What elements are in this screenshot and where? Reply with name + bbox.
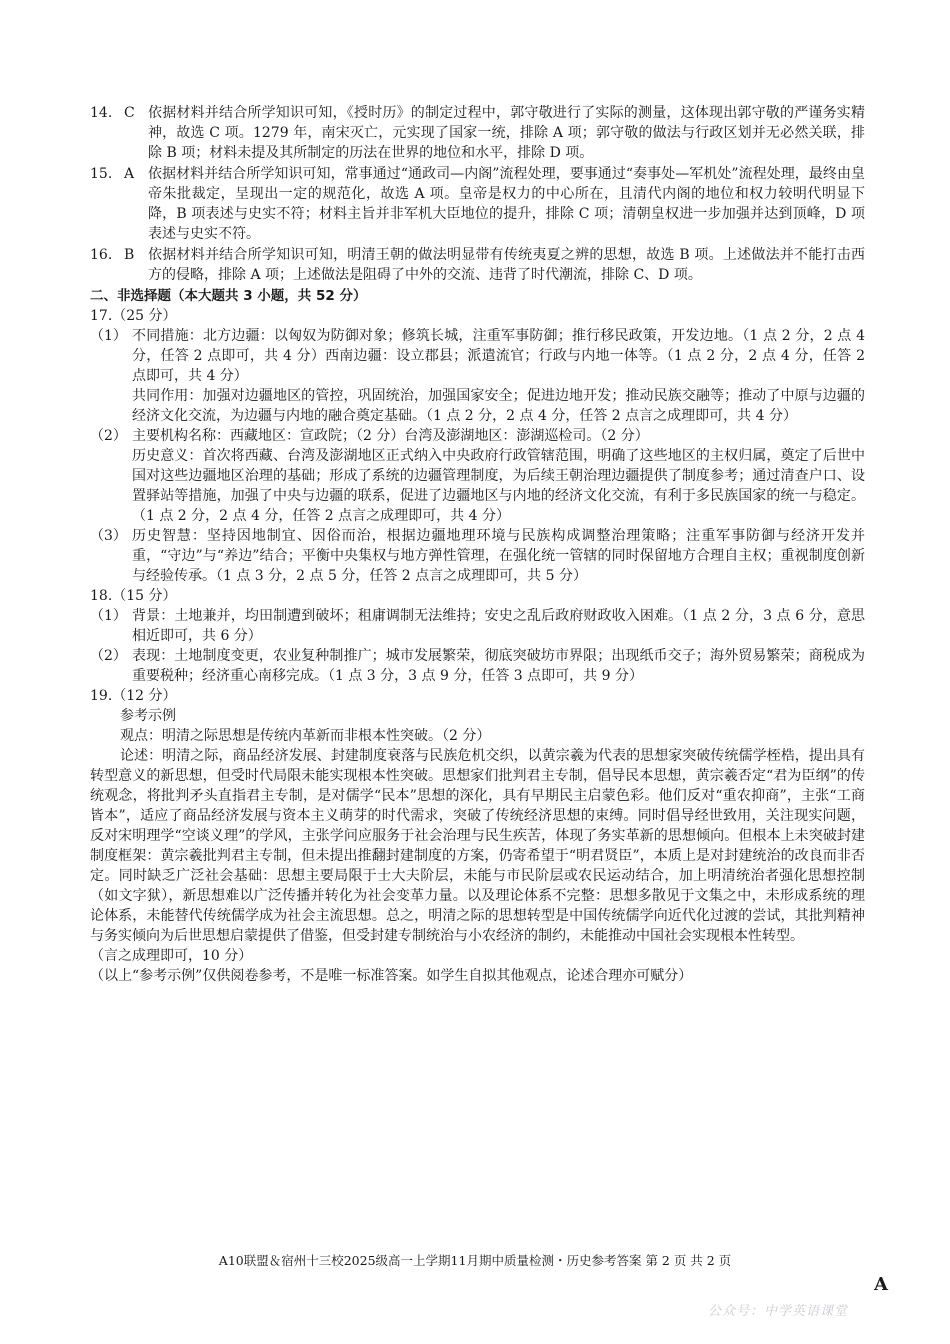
q19-heading: 19.（12 分）	[90, 688, 177, 704]
answer-letter: B	[124, 247, 135, 263]
answer-letter: A	[124, 166, 135, 182]
q19-note: （以上“参考示例”仅供阅卷参考，不是唯一标准答案。如学生自拟其他观点，论述合理亦可赋分）	[90, 968, 693, 984]
q18-part1	[90, 606, 865, 646]
q19-argument: 论述：明清之际，商品经济发展、封建制度衰落与民族危机交织，以黄宗羲为代表的思想家突破传统儒学桎梏，提出具有转型意义的新思想，但受时代局限未能实现根本性突破。思想家们批判君主专制，倡导民本思想，黄宗羲否定“君为臣纲”的传统观念，将批判矛头直指君主专制，是对儒学“民本”思想的深化，具有早期民主启蒙色彩。他们反对“重农抑商”，主张“工商皆本”，适应了商品经济发展与资本主义萌芽的时代需求，突破了传统经济思想的束缚。同时倡导经世致用，关注现实问题，反对宋明理学“空谈义理”的学风，主张学问应服务于社会治理与民生疾苦，体现了务实革新的思想倾向。但根本上未突破封建制度框架：黄宗羲批判君主专制，但未提出推翻封建制度的方案，仍寄希望于“明君贤臣”，本质上是对封建统治的改良而非否定。同时缺乏广泛社会基础：思想主要局限于士大夫阶层，未能与市民阶层或农民运动结合，加上明清统治者强化思想控制（如文字狱），新思想难以广泛传播并转化为社会变革力量。以及理论体系不完整：思想多散见于文集之中，未形成系统的理论体系，未能替代传统儒学成为社会主流思想。总之，明清之际的思想转型是中国传统儒学向近代化过渡的尝试，其批判精神与务实倾向为后世思想启蒙提供了借鉴，但受封建专制统治与小农经济的制约，未能推动中国社会实现根本性转型。	[90, 748, 865, 944]
q17-common-effect: 共同作用：加强对边疆地区的管控，巩固统治，加强国家安全；促进边地开发；推动民族交融等；推动了中原与边疆的经济文化交流，为边疆与内地的融合奠定基础。（1 点 2 分，2 点 4 分，任答 2 点言之成理即可，共 4 分）	[132, 388, 865, 424]
q17-heading: 17.（25 分）	[90, 308, 177, 324]
part-text: 背景：土地兼并，均田制遭到破坏；租庸调制无法维持；安史之乱后政府财政收入困难。（1 点 2 分，3 点 6 分，意思相近即可，共 6 分）	[132, 608, 865, 644]
page-footer: A10联盟＆宿州十三校2025级高一上学期11月期中质量检测・历史参考答案 第 2 页 共 2 页	[218, 1253, 732, 1268]
q18-part2	[90, 646, 865, 686]
part-label: （1）	[90, 608, 127, 624]
q17-historical-meaning: 历史意义：首次将西藏、台湾及澎湖地区正式纳入中央政府行政管辖范围，明确了这些地区的主权归属，奠定了后世中国对这些边疆地区治理的基础；形成了系统的边疆管理制度，为后续王朝治理边疆提供了制度参考；通过清查户口、设置驿站等措施，加强了中央与边疆的联系，促进了边疆地区与内地的经济文化交流，有利于多民族国家的统一与稳定。（1 点 2 分，2 点 4 分，任答 2 点言之成理即可，共 4 分）	[132, 448, 865, 524]
question-number: 16.	[90, 247, 113, 263]
part-label: （2）	[90, 648, 127, 664]
q19-reference-label: 参考示例	[120, 708, 176, 724]
part-label: （1）	[90, 328, 127, 344]
section-heading: 二、非选择题（本大题共 3 小题，共 52 分）	[90, 288, 367, 304]
answer-content	[90, 103, 865, 986]
version-mark: A	[874, 1274, 888, 1295]
watermark: 公众号：中学英语课堂	[708, 1304, 849, 1319]
part-text: 主要机构名称：西藏地区：宣政院；（2 分）台湾及澎湖地区：澎湖巡检司。（2 分）	[132, 428, 649, 444]
part-text: 历史智慧：坚持因地制宜、因俗而治，根据边疆地理环境与民族构成调整治理策略；注重军事防御与经济开发并重，“守边”与“养边”结合；平衡中央集权与地方弹性管理，在强化统一管辖的同时保留地方合理自主权；重视制度创新与经验传承。（1 点 3 分，2 点 5 分，任答 2 点言之成理即可，共 5 分）	[132, 528, 865, 584]
part-text: 表现：土地制度变更，农业复种制推广；城市发展繁荣，彻底突破坊市界限；出现纸币交子；海外贸易繁荣；商税成为重要税种；经济重心南移完成。（1 点 3 分，3 点 9 分，任答 3 点即可，共 9 分）	[132, 648, 865, 684]
part-label: （2）	[90, 428, 127, 444]
q19-score: （言之成理即可，10 分）	[90, 948, 253, 964]
mc-item-14	[90, 103, 865, 163]
answer-letter: C	[124, 105, 135, 121]
q18-heading: 18.（15 分）	[90, 588, 177, 604]
mc-item-15	[90, 164, 865, 244]
q17-part3	[90, 526, 865, 586]
explanation: 依据材料并结合所学知识可知，《授时历》的制定过程中，郭守敬进行了实际的测量，这体现出郭守敬的严谨务实精神，故选 C 项。1279 年，南宋灭亡，元实现了国家一统，排除 A 项；郭守敬的做法与行政区划并无必然关联，排除 B 项；材料未提及其所制定的历法在世界的地位和水平，排除 D 项。	[148, 105, 865, 161]
mc-item-16	[90, 245, 865, 285]
q19-viewpoint: 观点：明清之际思想是传统内革新而非根本性突破。（2 分）	[120, 728, 491, 744]
question-number: 14.	[90, 105, 113, 121]
question-number: 15.	[90, 166, 113, 182]
q17-part2	[90, 426, 865, 446]
part-label: （3）	[90, 528, 127, 544]
explanation: 依据材料并结合所学知识可知，明清王朝的做法明显带有传统夷夏之辨的思想，故选 B 项。上述做法并不能打击西方的侵略，排除 A 项；上述做法是阻碍了中外的交流、违背了时代潮流，排除 C、D 项。	[148, 247, 865, 283]
explanation: 依据材料并结合所学知识可知，常事通过“通政司—内阁”流程处理，要事通过“奏事处—军机处”流程处理，最终由皇帝朱批裁定，呈现出一定的规范化，故选 A 项。皇帝是权力的中心所在，且清代内阁的地位和权力较明代明显下降，B 项表述与史实不符；材料主旨并非军机大臣地位的提升，排除 C 项；清朝皇权进一步加强并达到顶峰，D 项表述与史实不符。	[148, 166, 865, 242]
q17-part1	[90, 326, 865, 386]
part-text: 不同措施：北方边疆：以匈奴为防御对象；修筑长城，注重军事防御；推行移民政策，开发边地。（1 点 2 分，2 点 4 分，任答 2 点即可，共 4 分）西南边疆：设立郡县；派遣流官；行政与内地一体等。（1 点 2 分，2 点 4 分，任答 2 点即可，共 4 分）	[132, 328, 865, 384]
